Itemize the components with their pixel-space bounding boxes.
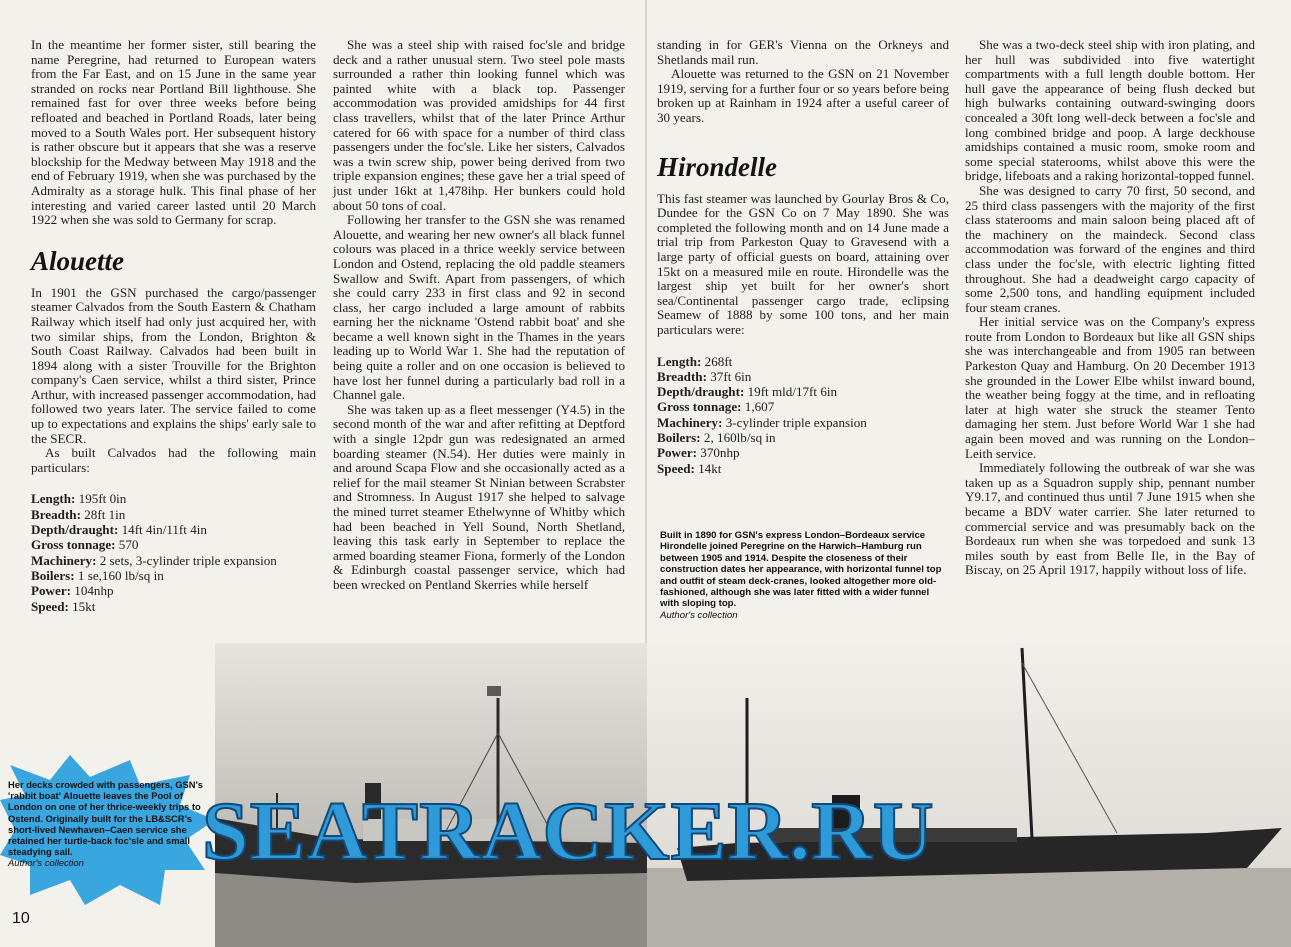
paragraph-hirondelle-launch: This fast steamer was launched by Gourlay Bros & Co, Dundee for the GSN Co on 7 May 1890. She was completed the following month and on 14 June made a trial trip from Parkeston Quay to Gravesend with a large party of official guests on board, attaining over 15kt on a measured mile en route. Hirondelle was the largest ship yet built for her owner's short sea/Continental passenger cargo trade, eclipsing Seamew of 1888 by some 100 tons, and her main particulars were: (657, 190, 949, 337)
paragraph-alouette-purchase: In 1901 the GSN purchased the cargo/passenger steamer Calvados from the South Eastern & Chatham Railway which itself had only just acquired her, with two similar ships, from the London, Brighton & South Coast Railway. Calvados had been built in 1894 along with a sister Trouville for the Brighton company's Caen service, whilst a third sister, Prince Arthur, with increased passenger accommodation, had followed two years later. The service failed to come up to expectations and explains the ships' early sale to the SECR. (31, 284, 316, 446)
left-column-1 (31, 38, 316, 614)
paragraph-alouette-continued: standing in for GER's Vienna on the Orkneys and Shetlands mail run. (657, 37, 949, 67)
paragraph-hirondelle-construction: She was a two-deck steel ship with iron plating, and her hull was subdivided into five watertight compartments with a full length double bottom. Her hull gave the appearance of being flush decked but high bulwarks containing outward-swinging doors concealed a 30ft long well-deck between a foc'sle and long combined bridge and poop. A large deckhouse amidships contained a music room, smoke room and some special staterooms, whilst above this were the bridge, lifeboats and a raking horizontal-topped funnel. (965, 37, 1255, 184)
spec-row: Length: 268ft (657, 353, 733, 369)
left-column-2 (333, 38, 625, 593)
paragraph-alouette-description: She was a steel ship with raised foc'sle and bridge deck and a rather unusual stern. Two steel pole masts surrounded a rather thin looking funnel which was painted white with a black top. Passenger accommodation was provided amidships for 44 first class travellers, whilst that of the later Prince Arthur catered for 66 with space for a number of third class passengers under the foc'sle. Like her sisters, Calvados was a twin screw ship, power being derived from two triple expansion engines; these gave her a trial speed of just under 16kt at 1,478ihp. Her bunkers could hold about 50 tons of coal. (333, 37, 625, 213)
caption-credit: Author's collection (660, 609, 738, 621)
right-column-4 (965, 38, 1255, 578)
paragraph-hirondelle-accommodation: She was designed to carry 70 first, 50 second, and 25 third class passengers with the majority of the first class staterooms and main saloon being placed aft of the machinery on the maindeck. Second class accommodation was forward of the engines and third class under the foc'sle, with electric lighting fitted throughout. She had a deadweight cargo capacity of some 2,500 tons, and handling equipment included four steam cranes. (965, 182, 1255, 315)
spec-row: Machinery: 2 sets, 3-cylinder triple expansion (31, 552, 277, 568)
spec-row: Gross tonnage: 1,607 (657, 399, 775, 415)
spec-row: Boilers: 2, 160lb/sq in (657, 429, 776, 445)
watermark-text: SEATRACKER.RU (202, 785, 935, 878)
spec-row: Depth/draught: 19ft mld/17ft 6in (657, 384, 838, 400)
hirondelle-photo-caption (660, 530, 950, 621)
spec-row: Power: 104nhp (31, 583, 114, 599)
spec-row: Length: 195ft 0in (31, 491, 127, 507)
spec-row: Breadth: 28ft 1in (31, 506, 126, 522)
paragraph-hirondelle-service: Her initial service was on the Company's express route from London to Bordeaux but like all GSN ships she was interchangeable and from 1905 ran between Parkeston Quay and Hamburg. On 20 December 1913 she grounded in the Lower Elbe whilst inward bound, the weather being foggy at the time, and in refloating later at high water she struck the steamer Tento damaging her stem. Just before World War 1 she had again been moved and was running on the London–Leith service. (965, 314, 1255, 461)
spec-row: Power: 370nhp (657, 445, 740, 461)
spec-row: Boilers: 1 se,160 lb/sq in (31, 567, 164, 583)
heading-alouette: Alouette (31, 245, 124, 276)
alouette-photo-caption (8, 779, 208, 869)
paragraph-alouette-particulars-intro: As built Calvados had the following main particulars: (31, 445, 316, 475)
caption-credit: Author's collection (8, 857, 84, 869)
spec-row: Speed: 15kt (31, 598, 96, 614)
paragraph-hirondelle-war: Immediately following the outbreak of war she was taken up as a Squadron supply ship, pennant number Y9.17, and continued thus until 7 June 1915 when she became a BDV water carrier. She later returned to commercial service and was presumably back on the Bordeaux run when she was torpedoed and sunk 13 miles south by east from Belle Ile, in the Bay of Biscay, on 25 April 1917, happily without loss of life. (965, 460, 1255, 578)
heading-hirondelle: Hirondelle (657, 151, 777, 182)
spec-row: Depth/draught: 14ft 4in/11ft 4in (31, 522, 207, 538)
paragraph-alouette-war-service: She was taken up as a fleet messenger (Y4.5) in the second month of the war and after refitting at Deptford with a single 12pdr gun was redesignated an armed boarding steamer (N.54). Her duties were mainly in and around Scapa Flow and she occasionally acted as a relief for the mail steamer St Ninian between Scrabster and Stromness. In August 1917 she helped to salvage the mined turret steamer Ethelwynne of Whitby which had been beached in Yell Sound, North Shetland, leaving this task early in September to replace the armed boarding steamer Fiona, formerly of the London & Edinburgh coastal passenger service, which had been wrecked on Pentland Skerries while herself (333, 401, 625, 592)
spec-row: Speed: 14kt (657, 460, 722, 476)
spec-row: Machinery: 3-cylinder triple expansion (657, 414, 867, 430)
paragraph-alouette-return: Alouette was returned to the GSN on 21 November 1919, serving for a further four or so years before being broken up at Rainham in 1924 after a useful career of 30 years. (657, 66, 949, 125)
spec-row: Breadth: 37ft 6in (657, 368, 752, 384)
page-number: 10 (12, 910, 30, 927)
spec-row: Gross tonnage: 570 (31, 537, 139, 553)
paragraph-peregrine-history: In the meantime her former sister, still bearing the name Peregrine, had returned to European waters from the Far East, and on 15 June in the same year stranded on rocks near Portland Bill lighthouse. She remained fast for over three weeks before being refloated and beached in Portland Roads, later being moved to a South Wales port. Her subsequent history is rather obscure but it appears that she was a reserve blockship for the Medway between May 1918 and the end of February 1919, when she was purchased by the Admiralty as a storage hulk. This final phase of her interesting and varied career lasted until 20 March 1922 when she was sold to Germany for scrap. (31, 37, 316, 228)
caption-text: Her decks crowded with passengers, GSN's 'rabbit boat' Alouette leaves the Pool of London on one of her thrice-weekly trips to Ostend. Originally built for the LB&SCR's short-lived Newhaven–Caen service she retained her turtle-back foc'sle and small steadying sail. (8, 779, 204, 858)
alouette-specs (31, 491, 316, 613)
paragraph-alouette-gsn-service: Following her transfer to the GSN she was renamed Alouette, and wearing her new owner's all black funnel colours was placed in a thrice weekly service between London and Ostend, replacing the old paddle steamers Swallow and Swift. Apart from passengers, of which she could carry 233 in first class and 92 in second class, her cargo included a large amount of rabbits earning her the nickname 'Ostend rabbit boat' and she became a well known sight in the Thames in the years leading up to World War 1. She had the reputation of being quite a roller and on one occasion is believed to have lost her funnel during a particularly bad roll in a Channel gale. (333, 212, 625, 403)
hirondelle-specs (657, 354, 949, 476)
caption-text: Built in 1890 for GSN's express London–Bordeaux service Hirondelle joined Peregrine on the Harwich–Hamburg run between 1905 and 1914. Despite the closeness of their construction dates her appearance, with horizontal funnel top and outfit of steam deck-cranes, looked altogether more old-fashioned, although she was later fitted with a wider funnel with sloping top. (660, 530, 942, 610)
right-column-3 (657, 38, 949, 476)
